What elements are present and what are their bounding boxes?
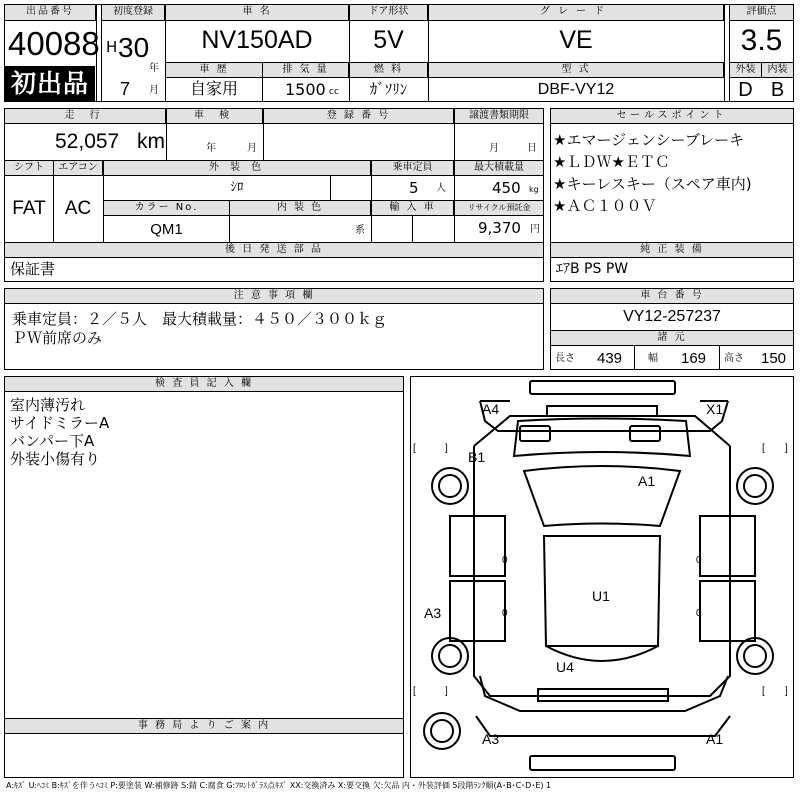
inspector-note-line: 外装小傷有り (10, 450, 101, 468)
interior-grade: B (770, 79, 785, 101)
shift-label: シフト (4, 160, 54, 176)
specs-label: 諸 元 (550, 330, 794, 346)
mark-rear-left: A3 (482, 731, 500, 747)
mileage: 52,057 (55, 130, 120, 153)
inspector-note-line: サイドミラーA (10, 414, 110, 432)
capacity-label: 乗車定員 (371, 160, 454, 176)
grade-label: グレード (428, 4, 724, 21)
ac-label: エアコン (53, 160, 103, 176)
import-label: 輸 入 車 (371, 200, 454, 216)
later-items-label: 後 日 発 送 部 品 (4, 242, 544, 258)
recycle: 9,370 (478, 219, 521, 237)
displacement-label: 排 気 量 (262, 62, 349, 78)
notes-list (12, 310, 542, 348)
ext-color-label: 外 装 色 (103, 160, 371, 176)
mileage-label: 走 行 (4, 108, 166, 124)
transfer-day-unit: 日 (527, 143, 537, 154)
plate-label: 登 録 番 号 (263, 108, 454, 124)
recycle-label: リサイクル預託金 (454, 200, 544, 216)
doors: 5V (373, 26, 404, 54)
grade: VE (559, 26, 593, 54)
transfer-month-unit: 月 (489, 143, 499, 154)
bracket-right-3: ] (445, 686, 448, 697)
recycle-unit: 円 (530, 224, 540, 235)
reg-month-unit: 月 (149, 85, 159, 96)
car-diagram (410, 376, 794, 778)
length: 439 (597, 350, 623, 367)
max-load: 450 (492, 179, 521, 197)
interior-grade-label: 内装 (761, 62, 794, 78)
mark-rear-panel: U4 (556, 659, 574, 675)
first-listing-badge: 初出品 (5, 66, 95, 101)
mark-rear-right: A1 (706, 731, 724, 747)
inspector-note-line: 室内薄汚れ (10, 396, 86, 414)
lot-no-label: 出品番号 (4, 4, 96, 21)
notes-label: 注 意 事 項 欄 (4, 288, 544, 304)
bracket-right-1: ] (445, 443, 448, 454)
office-label: 事 務 局 よ り ご 案 内 (4, 718, 404, 734)
exterior-grade: D (738, 79, 753, 101)
shift: FAT (12, 198, 46, 219)
era-letter: H (106, 38, 118, 56)
history-label: 車 歴 (165, 62, 263, 78)
inspector-label: 検 査 員 記 入 欄 (4, 376, 404, 392)
sales-point-item: ★ＬＤＷ★ＥＴＣ (553, 153, 670, 171)
max-load-label: 最大積載量 (454, 160, 544, 176)
fuel-label: 燃 料 (349, 62, 428, 78)
displacement: 1500 (285, 80, 326, 99)
zero-rear-door-left: 0 (502, 608, 508, 619)
ext-color: ｼﾛ (230, 180, 244, 195)
width-label: 幅 (648, 353, 658, 364)
mark-fender-left: B1 (468, 449, 486, 465)
doors-label: ドア形状 (349, 4, 428, 21)
sales-point-item: ★キーレスキー（スペア車内) (553, 175, 752, 193)
mark-bonnet: A1 (638, 473, 656, 489)
fuel: ｶﾞｿﾘﾝ (369, 80, 408, 98)
bracket-left-3: [ (413, 686, 416, 697)
score: 3.5 (740, 24, 783, 57)
model-code: DBF-VY12 (537, 81, 615, 98)
max-load-unit: kg (529, 185, 539, 194)
inspector-notes (10, 396, 400, 468)
transfer-label: 譲渡書類期限 (454, 108, 544, 124)
sales-point-item: ★ＡＣ１００Ｖ (553, 197, 657, 215)
capacity: 5 (409, 179, 419, 197)
car-name-label: 車 名 (165, 4, 349, 21)
zero-rear-door-right: 0 (696, 608, 702, 619)
reg-year: 30 (118, 32, 150, 63)
height: 150 (761, 350, 787, 367)
chassis-number: VY12-257237 (623, 308, 721, 325)
later-items: 保証書 (10, 260, 56, 278)
equipment: ｴｱB PS PW (556, 261, 629, 277)
sales-point-item: ★エマージェンシーブレーキ (553, 131, 745, 149)
mark-roof: U1 (592, 588, 610, 604)
bracket-left-4: [ (762, 686, 765, 697)
zero-front-door-left: 0 (502, 555, 508, 566)
color-no: QM1 (150, 221, 183, 238)
inspection-month-unit: 月 (247, 143, 257, 154)
int-color-unit: 系 (355, 225, 365, 236)
first-reg-label: 初度登録 (101, 4, 165, 21)
zero-front-door-right: 0 (696, 555, 702, 566)
height-label: 高さ (724, 353, 744, 364)
car-name: NV150AD (201, 26, 313, 54)
bracket-right-2: ] (785, 443, 788, 454)
capacity-unit: 人 (436, 183, 446, 194)
int-color-label: 内 装 色 (229, 200, 371, 216)
mark-front-left: A4 (482, 401, 500, 417)
notes-line: ＰＷ前席のみ (12, 329, 103, 347)
lot-no: 40088 (8, 25, 100, 62)
inspection-year-unit: 年 (206, 143, 216, 154)
ac: AC (64, 198, 92, 219)
bracket-left-2: [ (762, 443, 765, 454)
equipment-label: 純 正 装 備 (550, 242, 794, 258)
exterior-grade-label: 外装 (729, 62, 762, 78)
width: 169 (681, 350, 707, 367)
bracket-right-4: ] (785, 686, 788, 697)
mark-front-right: X1 (706, 401, 724, 417)
score-label: 評価点 (729, 4, 794, 21)
length-label: 長さ (555, 353, 575, 364)
history: 自家用 (189, 79, 238, 98)
mark-rear-door-left: A3 (424, 605, 442, 621)
inspector-note-line: バンパー下A (10, 432, 95, 450)
chassis-label: 車 台 番 号 (550, 288, 794, 304)
notes-line: 乗車定員：２／５人 最大積載量：４５０／３００ｋｇ (12, 310, 388, 328)
sales-points-label: セールスポイント (550, 108, 794, 124)
reg-month: 7 (120, 79, 131, 99)
inspection-label: 車 検 (166, 108, 263, 124)
displacement-unit: cc (329, 87, 339, 97)
legend: A:ｷｽﾞ U:ﾍｺﾐ B:ｷｽﾞを伴うﾍｺﾐ P:要塗装 W:補修跡 S:錆 C:腐食 G:ﾌﾛﾝﾄｶﾞﾗｽ点ｷｽﾞ XX:交換済み X:要交換 欠:欠品 内・外装評価 5段階ﾗﾝｸ順(A･B･C･D･E) 1 (6, 781, 552, 790)
reg-year-unit: 年 (149, 63, 159, 74)
color-no-label: カラー No. (103, 200, 230, 216)
mileage-unit: km (137, 130, 165, 153)
model-code-label: 型 式 (428, 62, 724, 78)
bracket-left-1: [ (413, 443, 416, 454)
sales-points-list (553, 129, 793, 217)
